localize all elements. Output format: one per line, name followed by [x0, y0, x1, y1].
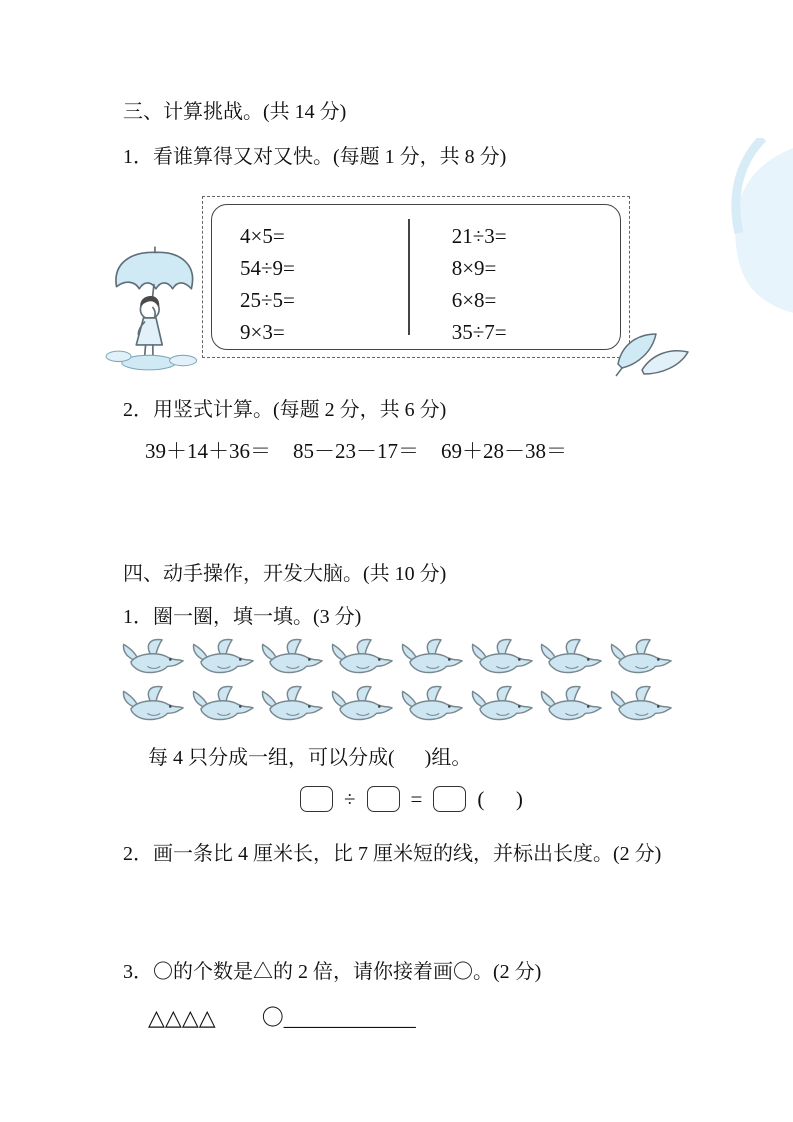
bird-icon — [608, 636, 672, 682]
expression: 69＋28－38＝ — [441, 439, 567, 463]
unit-parentheses: ( ) — [477, 786, 523, 811]
section3-q2-label: 2．用竖式计算。(每题 2 分，共 6 分) — [123, 399, 447, 421]
bird-icon — [469, 683, 533, 729]
bird-icon — [190, 636, 254, 682]
quick-calc-right-column — [410, 205, 620, 349]
girl-with-umbrella-illustration — [103, 243, 209, 373]
fill-in-equation — [300, 786, 525, 812]
answer-box-divisor[interactable] — [367, 786, 400, 812]
section3-q1-label: 1．看谁算得又对又快。(每题 1 分，共 8 分) — [123, 146, 507, 168]
circle-draw-prompt: 〇____________ — [261, 1005, 416, 1030]
bird-row-2 — [120, 683, 672, 729]
equals-symbol: = — [410, 786, 423, 811]
bird-icon — [120, 636, 184, 682]
vertical-calc-expressions — [145, 438, 567, 464]
triangle-shapes: △△△△ — [148, 1005, 216, 1030]
bird-icon — [399, 636, 463, 682]
calc-problem: 25÷5= — [240, 288, 295, 312]
expression: 39＋14＋36＝ — [145, 439, 271, 463]
bird-icon — [538, 636, 602, 682]
calc-problem: 8×9= — [451, 256, 497, 280]
quick-calc-box-inner — [211, 204, 621, 350]
calc-problem: 21÷3= — [451, 224, 507, 248]
bird-icon — [608, 683, 672, 729]
leaf-decoration — [612, 318, 696, 378]
corner-swirl-decoration — [643, 138, 793, 318]
calc-problem: 54÷9= — [240, 256, 295, 280]
quick-calc-box — [202, 196, 630, 358]
shapes-row — [148, 1004, 416, 1032]
bird-icon — [399, 683, 463, 729]
bird-icon — [259, 636, 323, 682]
expression: 85－23－17＝ — [293, 439, 419, 463]
bird-row-1 — [120, 636, 672, 682]
answer-box-quotient[interactable] — [433, 786, 466, 812]
section4-heading: 四、动手操作，开发大脑。(共 10 分) — [123, 563, 447, 585]
calc-problem: 9×3= — [240, 320, 285, 344]
section4-q2-label: 2．画一条比 4 厘米长，比 7 厘米短的线，并标出长度。(2 分) — [123, 843, 662, 865]
bird-icon — [329, 636, 393, 682]
bird-icon — [190, 683, 254, 729]
bird-icon — [259, 683, 323, 729]
section4-q3-label: 3．〇的个数是△的 2 倍，请你接着画〇。(2 分) — [123, 961, 542, 983]
section4-q1-label: 1．圈一圈，填一填。(3 分) — [123, 606, 362, 628]
bird-icon — [329, 683, 393, 729]
calc-problem: 35÷7= — [451, 320, 507, 344]
bird-icon — [469, 636, 533, 682]
divide-symbol: ÷ — [344, 786, 356, 811]
calc-problem: 4×5= — [240, 224, 285, 248]
calc-problem: 6×8= — [451, 288, 497, 312]
grouping-fill-text: 每 4 只分成一组，可以分成( )组。 — [148, 747, 472, 769]
bird-icon — [120, 683, 184, 729]
section3-heading: 三、计算挑战。(共 14 分) — [123, 101, 347, 123]
quick-calc-left-column — [212, 205, 408, 349]
answer-box-dividend[interactable] — [300, 786, 333, 812]
bird-icon — [538, 683, 602, 729]
